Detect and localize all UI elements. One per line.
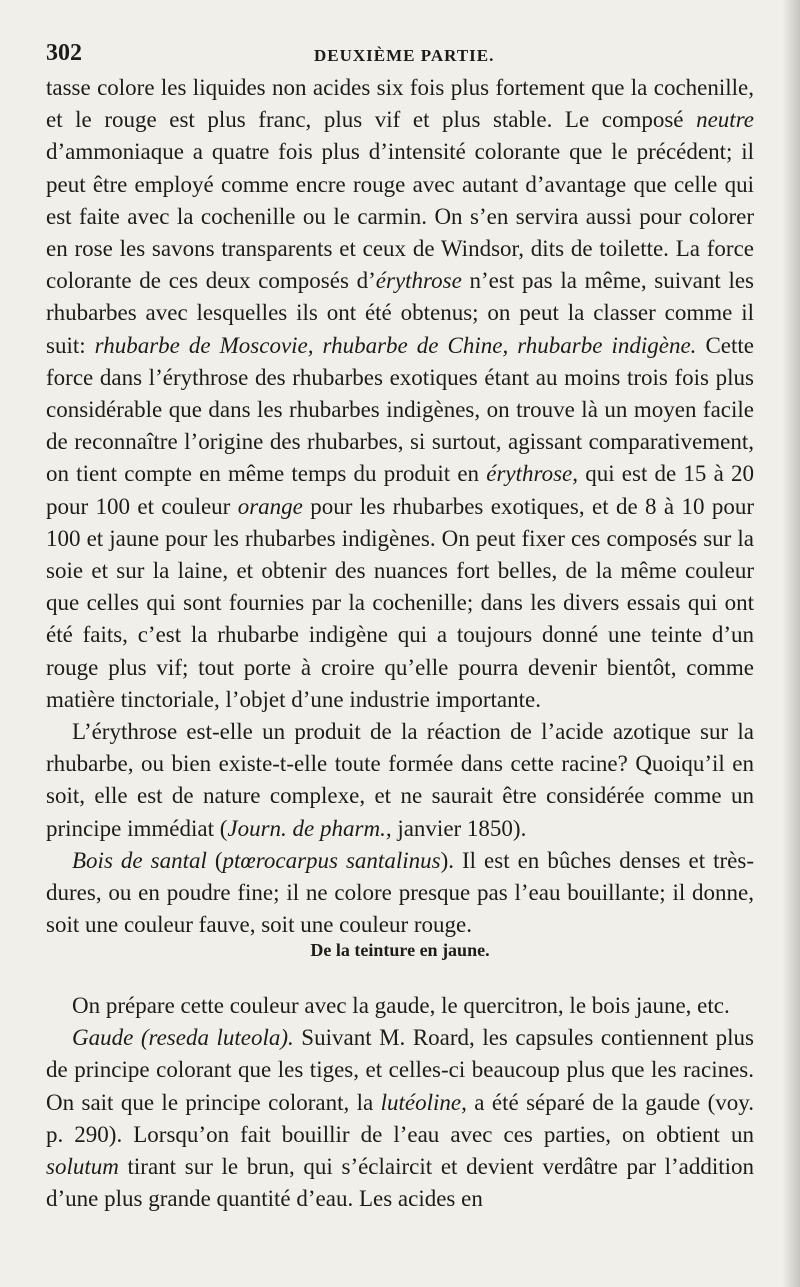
text-run-italic: rhubarbe de Moscovie, rhubarbe de Chine, rhubarbe indigène. (94, 332, 697, 358)
text-run: qui est de 15 à 20 pour 100 et couleur (46, 461, 754, 519)
text-run-italic: érythrose (375, 268, 462, 294)
text-run-italic: orange (237, 493, 303, 519)
text-run: ). Il est en bûches denses et très-dures, ou en poudre fine; il ne colore presque pas l’eau bouillante; il donne, soit une couleur fauve, soit une couleur rouge. (46, 847, 754, 938)
page-number: 302 (46, 40, 82, 66)
paragraph-2 (46, 716, 754, 845)
paragraph-5 (46, 1022, 754, 1215)
text-run: Suivant M. Roard, les capsules contiennent plus de principe colorant que les tiges, et celles-ci beaucoup plus que les racines. On sait que le principe colorant, la (46, 1025, 754, 1115)
paragraph-1 (46, 72, 754, 716)
text-run: a été séparé de la gaude (voy. p. 290). Lorsqu’on fait bouillir de l’eau avec ces parties, on obtient un (46, 1089, 755, 1147)
page-header (46, 40, 752, 70)
text-run-italic: Journ. de pharm., (227, 815, 392, 841)
text-run-italic: érythrose, (486, 461, 579, 487)
text-run: d’ammoniaque a quatre fois plus d’intensité colorante que le précédent; il peut être employé comme encre rouge avec autant d’avantage que celle qui est faite avec la cochenille ou le carmin. On s’en servira aussi pour colorer en rose les savons transparents et ceux de Windsor, dits de toilette. La force colorante de ces deux composés d’ (46, 139, 754, 294)
section-text (46, 990, 754, 1215)
text-run: n’est pas la même, suivant les rhubarbes avec lesquelles ils ont été obtenus; on peut la classer comme il suit: (46, 268, 755, 358)
text-run-italic: neutre (696, 107, 754, 133)
text-run-italic: ptœrocarpus santalinus (222, 847, 441, 873)
text-run: tirant sur le brun, qui s’éclaircit et devient verdâtre par l’addition d’une plus grande quantité d’eau. Les acides en (46, 1154, 754, 1212)
page-edge-shadow (782, 0, 800, 1287)
text-run-italic: Gaude (reseda luteola). (72, 1025, 294, 1051)
text-run: janvier 1850). (391, 815, 527, 841)
text-run-italic: lutéoline, (380, 1089, 467, 1115)
text-run-italic: Bois de santal (72, 847, 207, 873)
paragraph-3 (46, 845, 754, 942)
text-run: ( (206, 847, 223, 873)
text-run: tasse colore les liquides non acides six fois plus fortement que la cochenille, et le rouge est plus franc, plus vif et plus stable. Le composé (46, 75, 754, 133)
text-run: L’érythrose est-elle un produit de la réaction de l’acide azotique sur la rhubarbe, ou bien existe-t-elle toute formée dans cette racine? Quoiqu’il en soit, elle est de nature complexe, et ne saurait être considérée comme un principe immédiat ( (46, 719, 754, 841)
text-run: pour les rhubarbes exotiques, et de 8 à 10 pour 100 et jaune pour les rhubarbes indigènes. On peut fixer ces composés sur la soie et sur la laine, et obtenir des nuances fort belles, de la même couleur que celles qui sont fournies par la cochenille; dans les divers essais qui ont été faits, c’est la rhubarbe indigène qui a toujours donné une teinte d’un rouge plus vif; tout porte à croire qu’elle pourra devenir bientôt, comme matière tinctoriale, l’objet d’une industrie importante. (46, 493, 755, 712)
section-title: De la teinture en jaune. (310, 940, 490, 960)
main-text (46, 72, 754, 941)
paragraph-4: On prépare cette couleur avec la gaude, le quercitron, le bois jaune, etc. (72, 993, 730, 1018)
text-run-italic: solutum (46, 1154, 119, 1180)
running-head: DEUXIÈME PARTIE. (314, 46, 495, 65)
text-run: Cette force dans l’érythrose des rhubarbes exotiques étant au moins trois fois plus considérable que dans les rhubarbes indigènes, on trouve là un moyen facile de reconnaître l’origine des rhubarbes, si surtout, agissant comparativement, on tient compte en même temps du produit en (46, 332, 754, 487)
